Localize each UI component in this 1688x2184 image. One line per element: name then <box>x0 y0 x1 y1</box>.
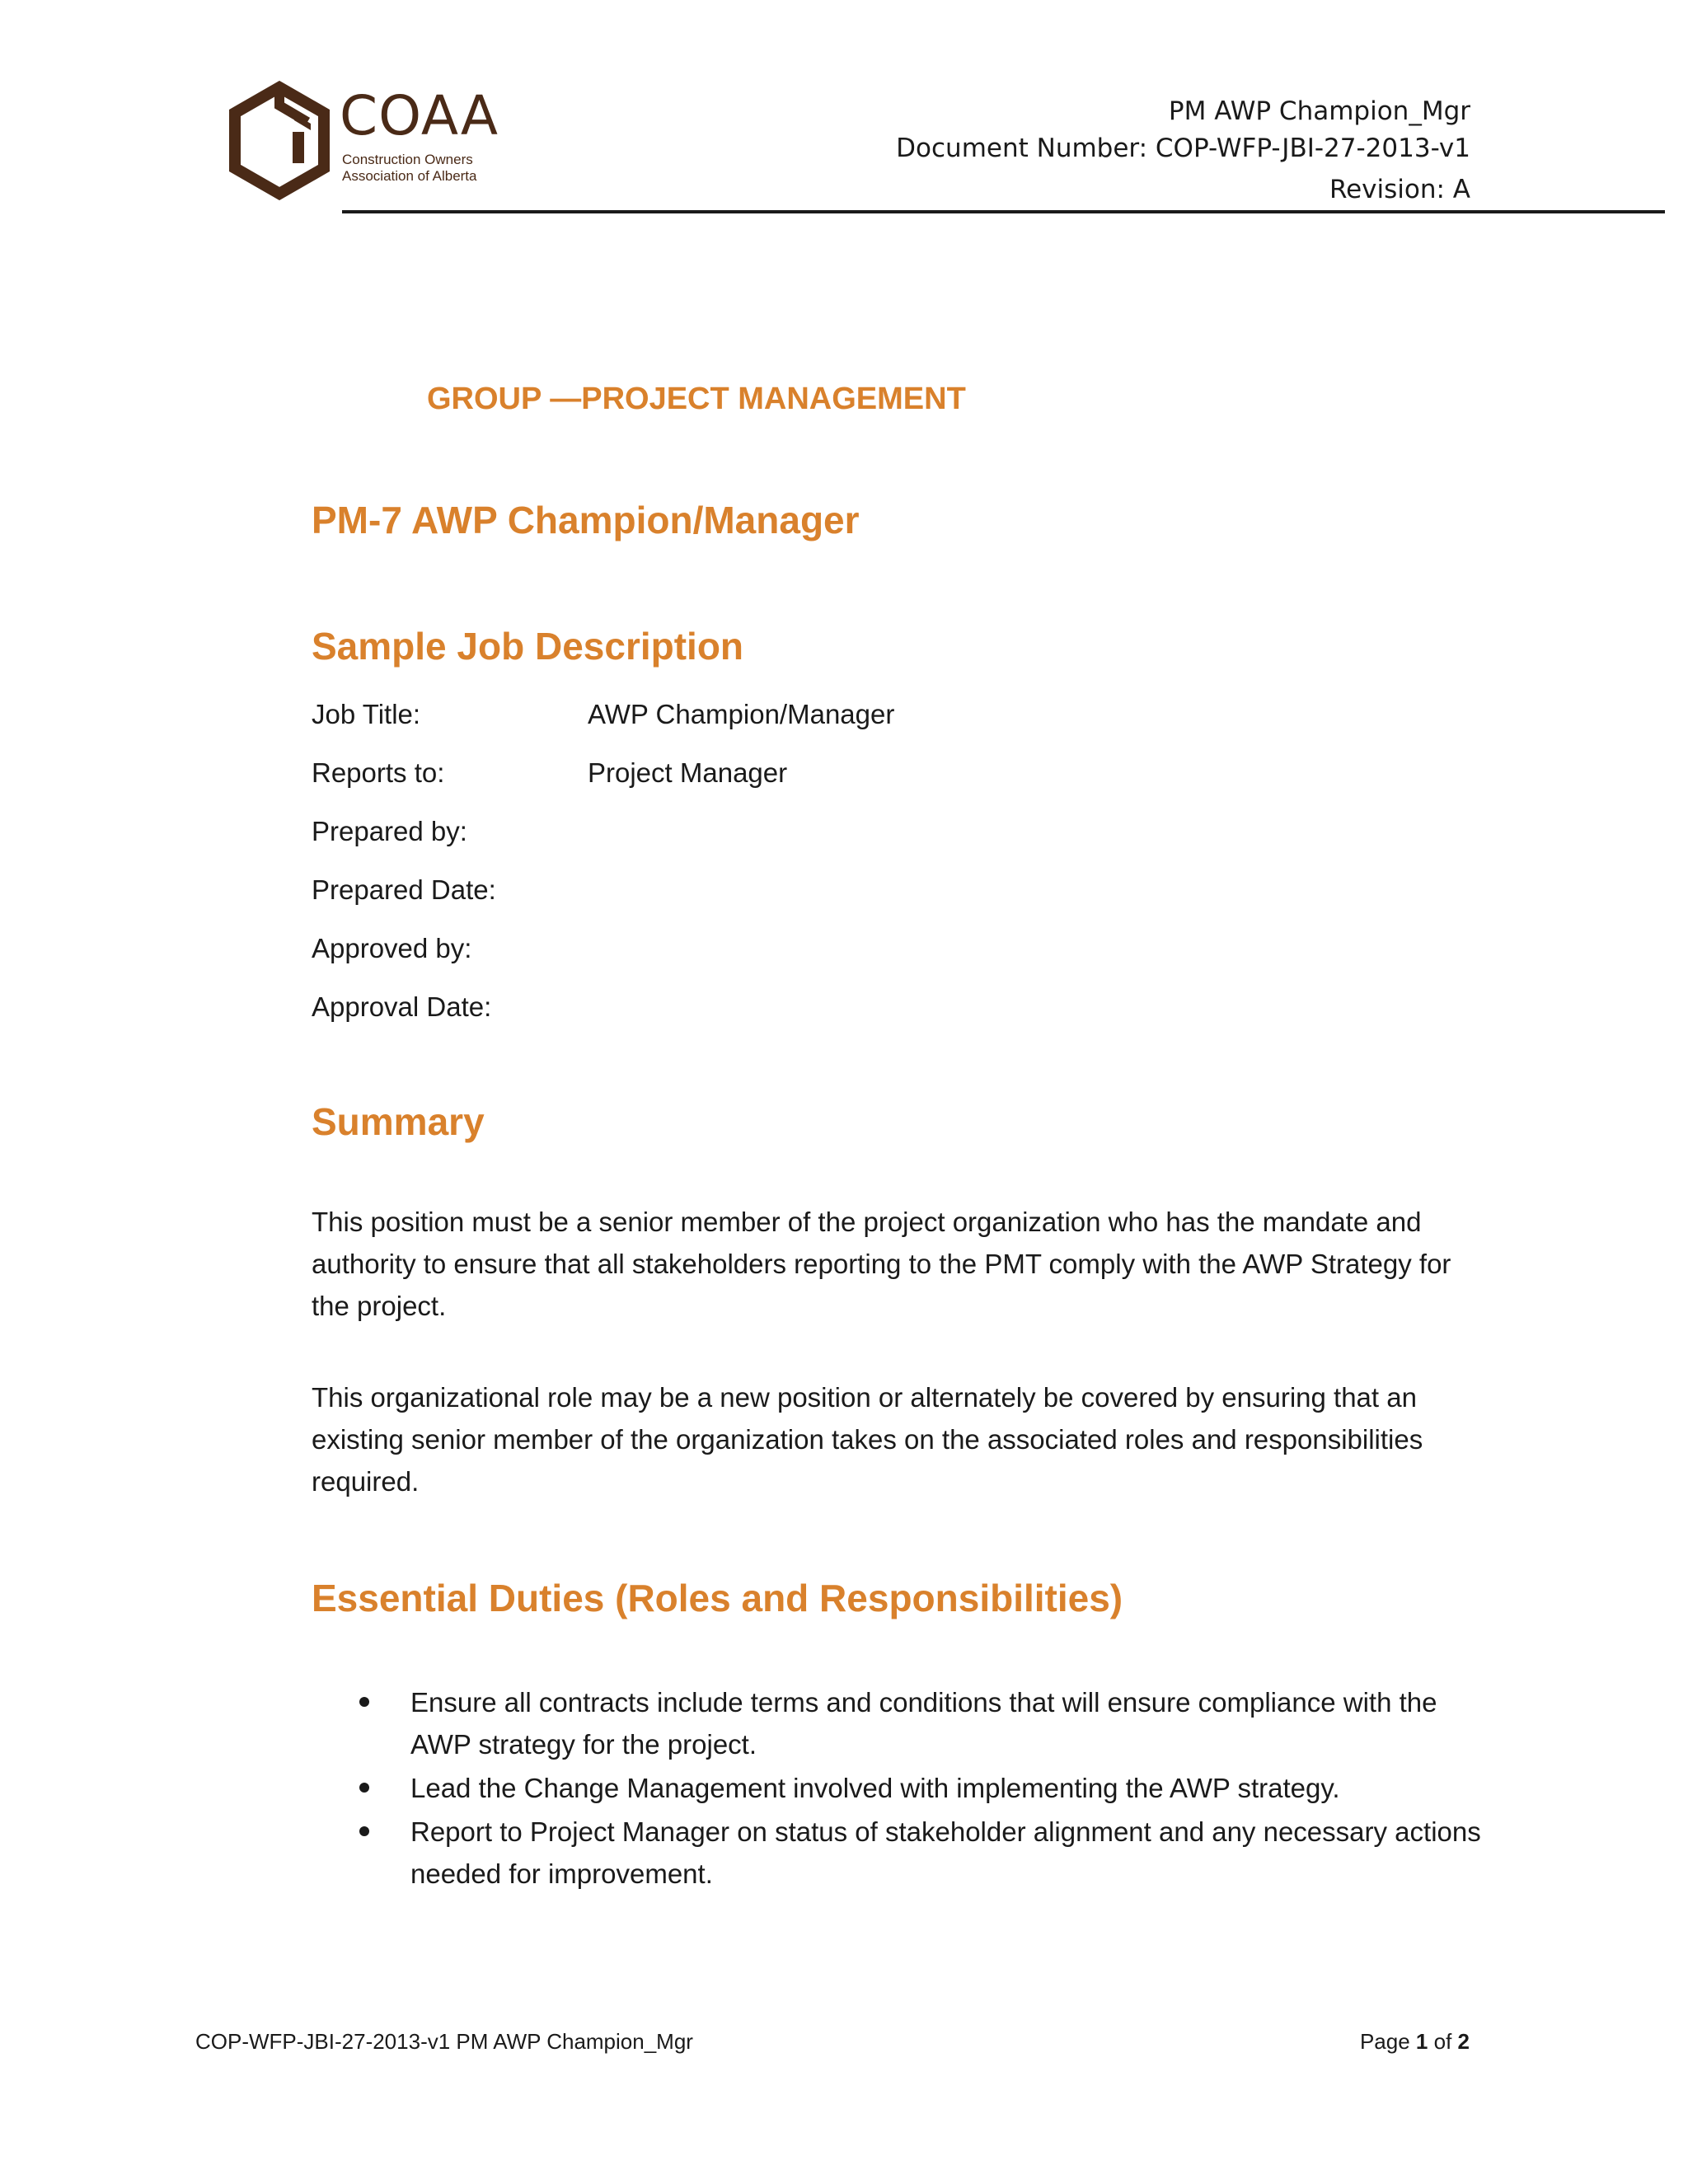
bullet-icon <box>359 1826 369 1836</box>
duty-text: Ensure all contracts include terms and conditions that will ensure compliance with the AWP strategy for the project. <box>410 1687 1437 1760</box>
page-of-word: of <box>1433 2029 1452 2054</box>
footer-page-number <box>1360 2027 1470 2055</box>
header-doc-number: Document Number: COP-WFP-JBI-27-2013-v1 <box>896 134 1470 163</box>
job-info-row-prepared-date <box>312 869 1465 911</box>
coaa-logo <box>227 81 499 204</box>
summary-paragraph: This organizational role may be a new position or alternately be covered by ensuring that an existing senior member of the organization takes on the associated roles and responsibilities required. <box>312 1382 1423 1497</box>
list-item <box>312 1811 1482 1895</box>
page-total: 2 <box>1457 2029 1470 2054</box>
duties-list <box>312 1681 1482 1896</box>
job-info-label: Prepared Date: <box>312 874 496 905</box>
list-item <box>312 1681 1482 1765</box>
summary-paragraph: This position must be a senior member of the project organization who has the mandate and authority to ensure that all stakeholders reporting to the PMT comply with the AWP Strategy for the project. <box>312 1207 1451 1321</box>
job-info-value: Project Manager <box>588 757 788 788</box>
header-divider <box>342 210 1665 213</box>
footer-doc-reference: COP-WFP-JBI-27-2013-v1 PM AWP Champion_Mgr <box>195 2029 693 2054</box>
duty-text: Report to Project Manager on status of stakeholder alignment and any necessary actions needed for improvement. <box>410 1816 1481 1889</box>
sample-job-description-heading: Sample Job Description <box>312 625 744 668</box>
job-info-label: Prepared by: <box>312 816 467 846</box>
job-info-row-job-title <box>312 694 1465 735</box>
job-info-row-approved-by <box>312 928 1465 969</box>
page-current: 1 <box>1415 2029 1428 2054</box>
logo-subtitle-line2: Association of Alberta <box>342 168 477 184</box>
logo-subtitle-line1: Construction Owners <box>342 152 473 167</box>
job-info-label: Approved by: <box>312 933 472 963</box>
summary-heading: Summary <box>312 1100 485 1143</box>
header-doc-title: PM AWP Champion_Mgr <box>1168 96 1470 126</box>
job-info-label: Reports to: <box>312 757 445 788</box>
job-info-row-approval-date <box>312 987 1465 1028</box>
page-title: PM-7 AWP Champion/Manager <box>312 499 860 541</box>
job-info-label: Job Title: <box>312 699 421 729</box>
job-info-value: AWP Champion/Manager <box>588 699 895 729</box>
list-item <box>312 1767 1482 1809</box>
essential-duties-heading: Essential Duties (Roles and Responsibilities) <box>312 1577 1123 1619</box>
job-info-row-reports-to <box>312 752 1465 794</box>
header-revision: Revision: A <box>1329 175 1470 204</box>
group-heading: GROUP —PROJECT MANAGEMENT <box>427 382 966 416</box>
bullet-icon <box>359 1783 369 1793</box>
logo-wordmark: COAA <box>340 84 499 148</box>
job-info-label: Approval Date: <box>312 991 492 1022</box>
hexagon-logo-icon <box>227 81 332 200</box>
bullet-icon <box>359 1697 369 1707</box>
page-word: Page <box>1359 2029 1410 2054</box>
duty-text: Lead the Change Management involved with implementing the AWP strategy. <box>410 1773 1340 1803</box>
job-info-row-prepared-by <box>312 811 1465 852</box>
